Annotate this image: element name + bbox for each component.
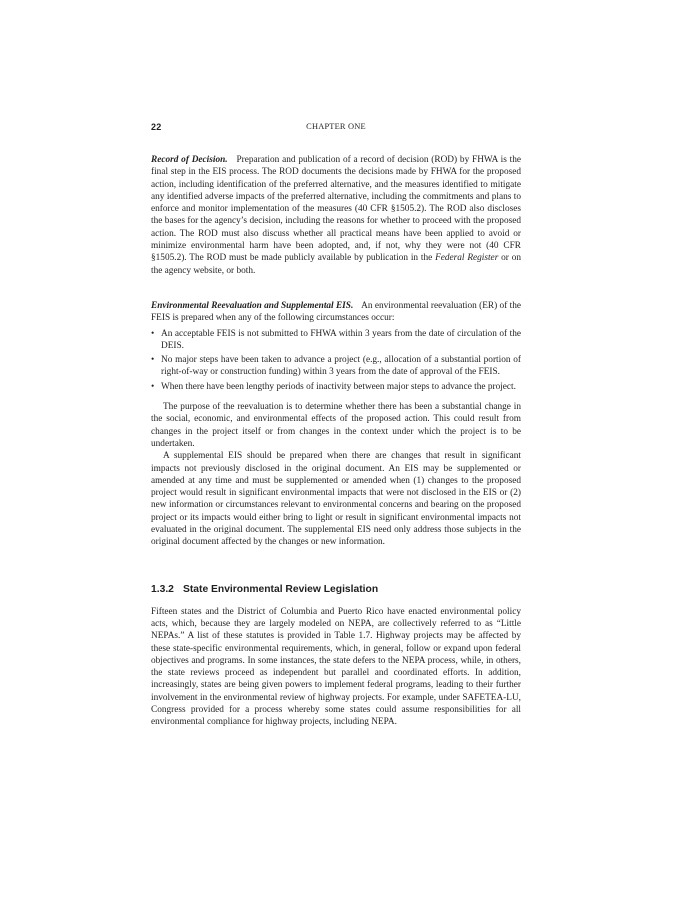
state-legislation-paragraph: Fifteen states and the District of Columbia and Puerto Rico have enacted environmental policy acts, which, because they are largely modeled on NEPA, are collectively referred to as “Little NEPAs.” A list of these statutes is provided in Table 1.7. Highway projects may be affected by these state-specific environmental requirements, which, in general, follow or expand upon federal objectives and programs. In some instances, the state defers to the NEPA process, while, in others, the state reviews proceed as independent but parallel and coordinated efforts. In addition, increasingly, states are being given powers to implement federal programs, leading to their further involvement in the environmental review of highway projects. For example, under SAFETEA-LU, Congress provided for a process whereby some states could assume responsibilities for all environmental compliance for highway projects, including NEPA. xyxy=(151,606,521,728)
bullet-icon: • xyxy=(151,381,155,392)
page-number: 22 xyxy=(151,122,162,132)
list-item-text: An acceptable FEIS is not submitted to FHWA within 3 years from the date of circulation of the DEIS. xyxy=(161,328,521,351)
record-of-decision-text-a: Preparation and publication of a record of decision (ROD) by FHWA is the final step in the EIS process. The ROD documents the decisions made by FHWA for the proposed action, including identification of the preferred alternative, and the measures identified to mitigate any identified adverse impacts of the preferred alternative, including the commitments and plans to enforce and monitor implementation of the measures (40 CFR §1505.2). The ROD also discloses the bases for the agency’s decision, including the reasons for whether to proceed with the proposed action. The ROD must also discuss whether all practical means have been applied to avoid or minimize environmental harm have been adopted, and, if not, why they were not (40 CFR §1505.2). The ROD must be made publicly available by publication in the xyxy=(151,155,522,264)
reevaluation-intro-text: An environmental reevaluation (ER) of the FEIS is prepared when any of the following circumstances occur: xyxy=(151,300,521,324)
list-item xyxy=(151,381,521,393)
federal-register-title: Federal Register xyxy=(435,253,499,264)
document-page xyxy=(151,122,521,729)
section-heading xyxy=(151,583,521,596)
circumstances-list xyxy=(151,328,521,393)
record-of-decision-heading: Record of Decision. xyxy=(151,155,228,165)
supplemental-eis-paragraph: A supplemental EIS should be prepared when there are changes that result in significant impacts not previously disclosed in the original document. An EIS may be supplemented or amended at any time and must be supplemented or amended when (1) changes to the proposed project would result in significant environmental impacts that were not disclosed in the EIS or (2) new information or circumstances relevant to environmental concerns and bearing on the proposed project or its impacts would either bring to light or result in significant environmental impacts not evaluated in the original document. The supplemental EIS need only address those subjects in the original document affected by the changes or new information. xyxy=(151,451,521,548)
list-item-text: No major steps have been taken to advance a project (e.g., allocation of a substantial portion of right-of-way or construction funding) within 3 years from the date of approval of the FEIS. xyxy=(161,355,521,378)
reevaluation-intro-paragraph xyxy=(151,300,521,325)
record-of-decision-text-b: or on the agency website, or both. xyxy=(151,253,521,276)
reevaluation-heading: Environmental Reevaluation and Supplemental EIS. xyxy=(151,300,354,311)
section-number: 1.3.2 xyxy=(151,583,174,595)
bullet-icon: • xyxy=(151,355,155,366)
record-of-decision-paragraph xyxy=(151,154,521,277)
list-item xyxy=(151,354,521,379)
reevaluation-purpose-paragraph: The purpose of the reevaluation is to determine whether there has been a substantial change in the social, economic, and environmental effects of the proposed action. This could result from changes in the project itself or from changes in the context under which the project is to be undertaken. xyxy=(151,402,521,449)
chapter-label: CHAPTER ONE xyxy=(306,122,366,131)
bullet-icon: • xyxy=(151,328,155,339)
list-item xyxy=(151,328,521,353)
running-head xyxy=(151,122,521,138)
section-title: State Environmental Review Legislation xyxy=(183,583,379,595)
list-item-text: When there have been lengthy periods of inactivity between major steps to advance the project. xyxy=(161,381,516,392)
